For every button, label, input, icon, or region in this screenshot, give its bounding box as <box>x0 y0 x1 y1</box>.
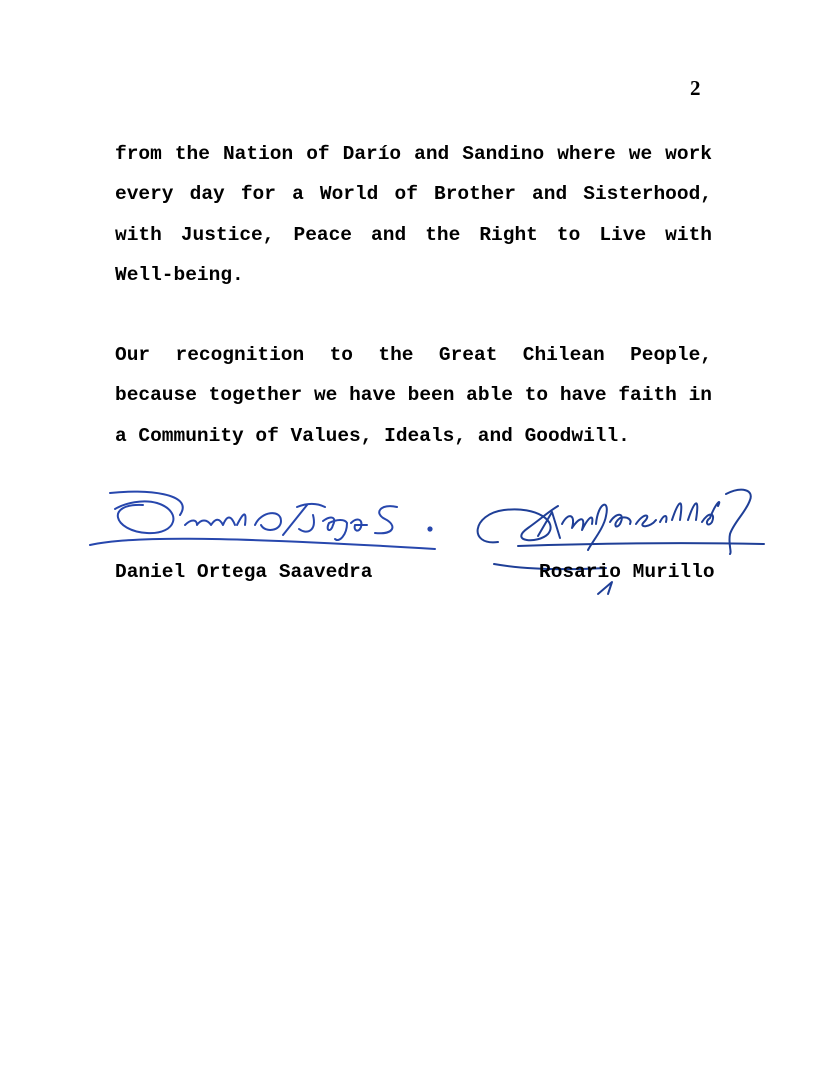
signer-name-murillo: Rosario Murillo <box>539 561 715 583</box>
page-number: 2 <box>690 76 701 100</box>
paragraph-1: from the Nation of Darío and Sandino where we work every day for a World of Brother and Sisterhood, with Justice, Peace and the Right to Live with Well-being. <box>115 143 712 286</box>
signature-ortega <box>85 485 445 565</box>
signer-name-ortega: Daniel Ortega Saavedra <box>115 561 373 583</box>
paragraph-2: Our recognition to the Great Chilean People, because together we have been able to have faith in a Community of Values, Ideals, and Goodwill. <box>115 344 712 447</box>
